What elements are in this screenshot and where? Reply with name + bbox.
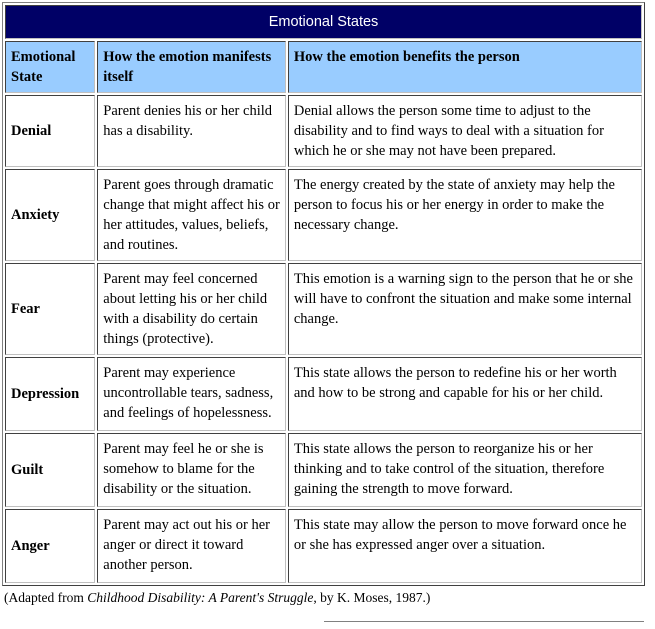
header-emotional-state: Emotional State	[5, 41, 95, 93]
header-benefits: How the emotion benefits the person	[288, 41, 642, 93]
state-cell: Anger	[5, 509, 95, 583]
state-cell: Guilt	[5, 433, 95, 507]
table-title: Emotional States	[5, 5, 642, 39]
title-row	[5, 5, 642, 39]
state-cell: Depression	[5, 357, 95, 431]
caption-suffix: , by K. Moses, 1987.)	[313, 590, 431, 605]
benefits-cell: This state allows the person to redefine his or her worth and how to be strong and capable for his or her child.	[288, 357, 642, 431]
table-row	[5, 357, 642, 431]
benefits-cell: This emotion is a warning sign to the person that he or she will have to confront the situation and make some internal change.	[288, 263, 642, 355]
emotional-states-table-container	[2, 2, 645, 586]
manifests-cell: Parent may feel concerned about letting his or her child with a disability do certain things (protective).	[97, 263, 286, 355]
table-row	[5, 95, 642, 167]
state-cell: Fear	[5, 263, 95, 355]
manifests-cell: Parent may feel he or she is somehow to blame for the disability or the situation.	[97, 433, 286, 507]
table-row	[5, 509, 642, 583]
state-cell: Anxiety	[5, 169, 95, 261]
benefits-cell: Denial allows the person some time to adjust to the disability and to find ways to deal with a situation for which he or she may not have been prepared.	[288, 95, 642, 167]
source-caption	[4, 589, 430, 607]
manifests-cell: Parent goes through dramatic change that might affect his or her attitudes, values, beliefs, and routines.	[97, 169, 286, 261]
horizontal-rule	[324, 621, 644, 622]
emotional-states-table	[2, 2, 645, 586]
header-manifests: How the emotion manifests itself	[97, 41, 286, 93]
benefits-cell: The energy created by the state of anxiety may help the person to focus his or her energy in order to make the necessary change.	[288, 169, 642, 261]
table-row	[5, 263, 642, 355]
table-row	[5, 169, 642, 261]
benefits-cell: This state allows the person to reorganize his or her thinking and to take control of the situation, therefore gaining the strength to move forward.	[288, 433, 642, 507]
table-row	[5, 433, 642, 507]
manifests-cell: Parent may experience uncontrollable tears, sadness, and feelings of hopelessness.	[97, 357, 286, 431]
caption-book-title: Childhood Disability: A Parent's Struggle	[87, 590, 314, 605]
manifests-cell: Parent may act out his or her anger or direct it toward another person.	[97, 509, 286, 583]
caption-prefix: (Adapted from	[4, 590, 88, 605]
manifests-cell: Parent denies his or her child has a disability.	[97, 95, 286, 167]
header-row	[5, 41, 642, 93]
benefits-cell: This state may allow the person to move forward once he or she has expressed anger over a situation.	[288, 509, 642, 583]
state-cell: Denial	[5, 95, 95, 167]
